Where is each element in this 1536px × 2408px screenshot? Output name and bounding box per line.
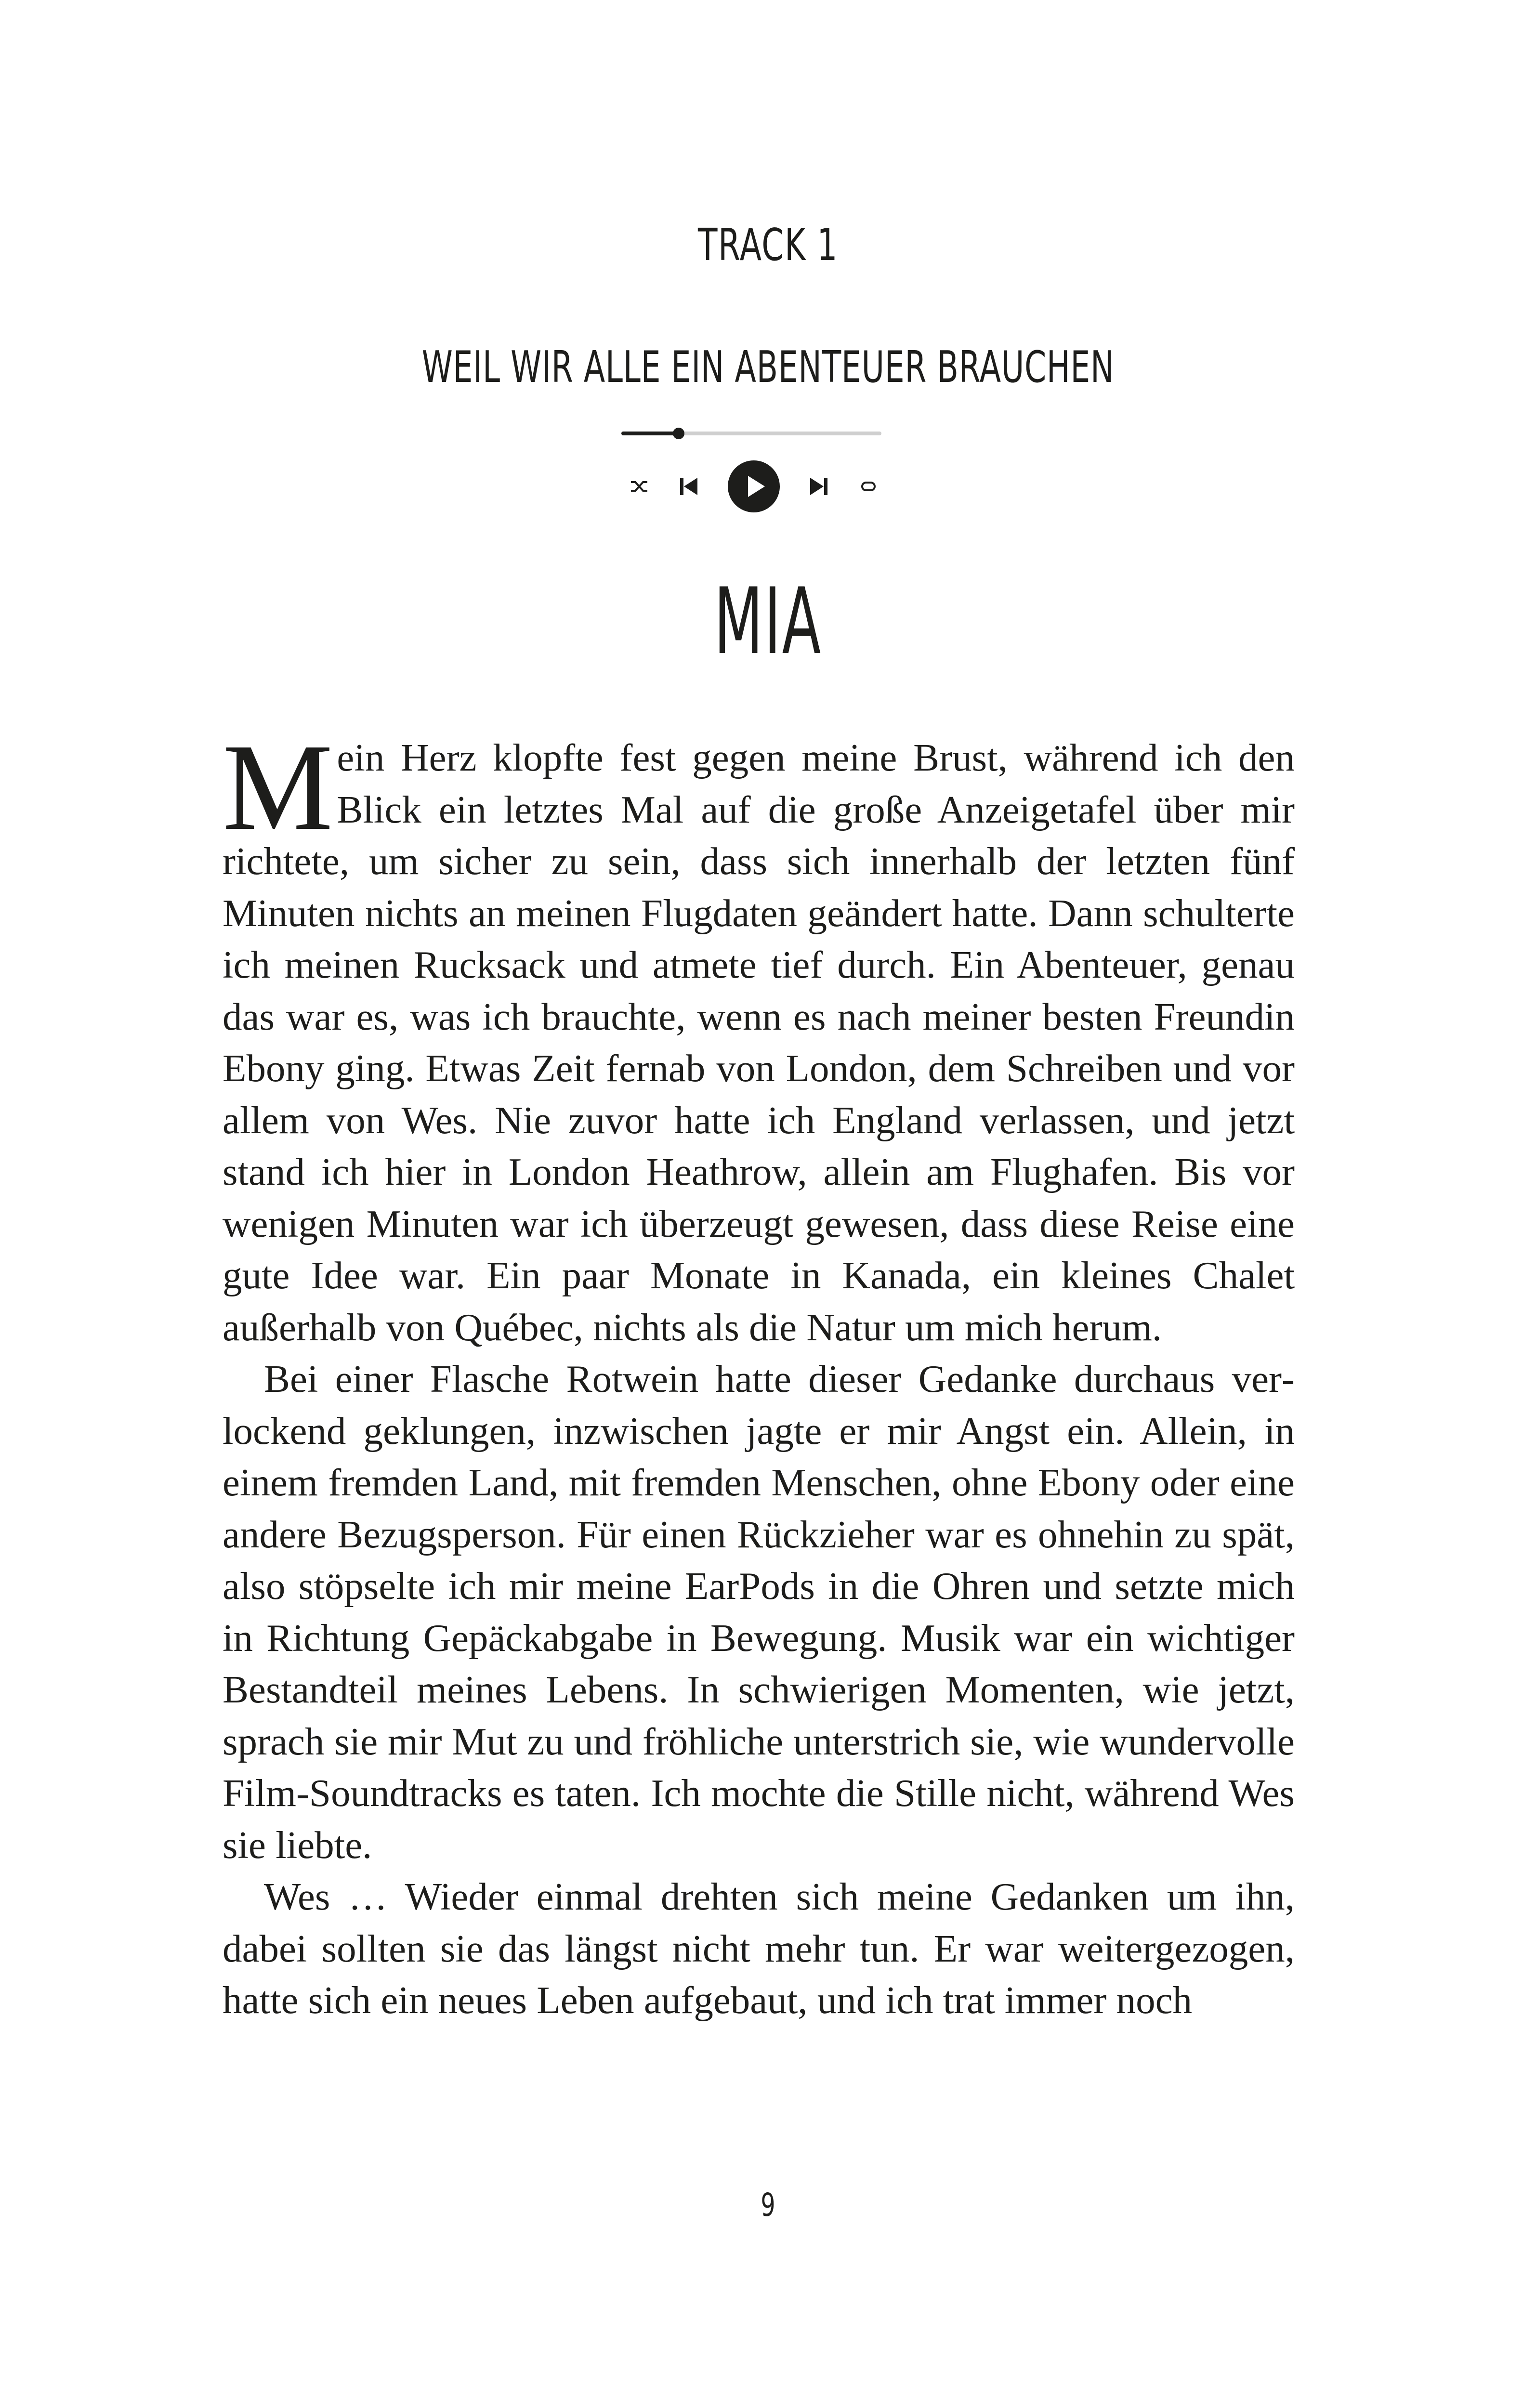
progress-bar — [621, 432, 881, 435]
chapter-subtitle: WEIL WIR ALLE EIN ABENTEUER BRAUCHEN — [421, 342, 1115, 393]
paragraph-text: ein Herz klopfte fest gegen meine Brust, während ich den Blick ein letztes Mal auf die große Anzeigetafel über mir richtete, um sicher zu sein, dass sich innerhalb der letzten fünf Minuten nichts an meinen Flugdaten geändert hatte. Dann schulterte ich meinen Rucksack und atmete tief durch. Ein Abenteuer, genau das war es, was ich brauchte, wenn es nach meiner besten Freundin Ebony ging. Etwas Zeit fernab von London, dem Schreiben und vor allem von Wes. Nie zuvor hatte ich England verlassen, und jetzt stand ich hier in London Heathrow, allein am Flughafen. Bis vor wenigen Minuten war ich überzeugt gewesen, dass diese Reise eine gute Idee war. Ein paar Monate in Kanada, ein kleines Chalet außerhalb von Québec, nichts als die Natur um mich herum. — [223, 736, 1295, 1349]
paragraph: Wes … Wieder einmal drehten sich meine Gedanken um ihn, dabei sollten sie das längst nicht mehr tun. Er war weitergezogen, hatte sich ein neues Leben aufgebaut, und ich trat immer noch — [223, 1875, 1295, 2022]
player-controls — [621, 458, 881, 515]
shuffle-icon — [627, 458, 651, 515]
track-label: TRACK 1 — [698, 219, 838, 271]
next-icon — [804, 458, 833, 515]
paragraph — [223, 718, 1295, 1353]
body-text — [223, 718, 1295, 2027]
chapter-heading: MIA — [714, 568, 822, 675]
dropcap: M — [223, 718, 333, 856]
page-number: 9 — [761, 2186, 775, 2224]
repeat-icon — [857, 458, 880, 515]
progress-knob — [673, 428, 684, 439]
progress-fill — [621, 432, 679, 435]
play-button-graphic — [727, 458, 780, 515]
previous-icon — [674, 458, 703, 515]
paragraph: Bei einer Flasche Rotwein hatte dieser Gedanke durchaus verlockend geklungen, inzwischen jagte er mir Angst ein. Allein, in einem fremden Land, mit fremden Menschen, ohne Ebony oder eine andere Bezugsperson. Für einen Rückzieher war es ohnehin zu spät, also stöpselte ich mir meine EarPods in die Ohren und setzte mich in Richtung Gepäckabgabe in Bewegung. Musik war ein wichtiger Bestandteil meines Lebens. In schwierigen Momenten, wie jetzt, sprach sie mir Mut zu und fröhliche unterstrich sie, wie wundervolle Film-Soundtracks es taten. Ich mochte die Stille nicht, während Wes sie liebte. — [223, 1357, 1295, 1867]
music-player-graphic — [621, 419, 881, 525]
